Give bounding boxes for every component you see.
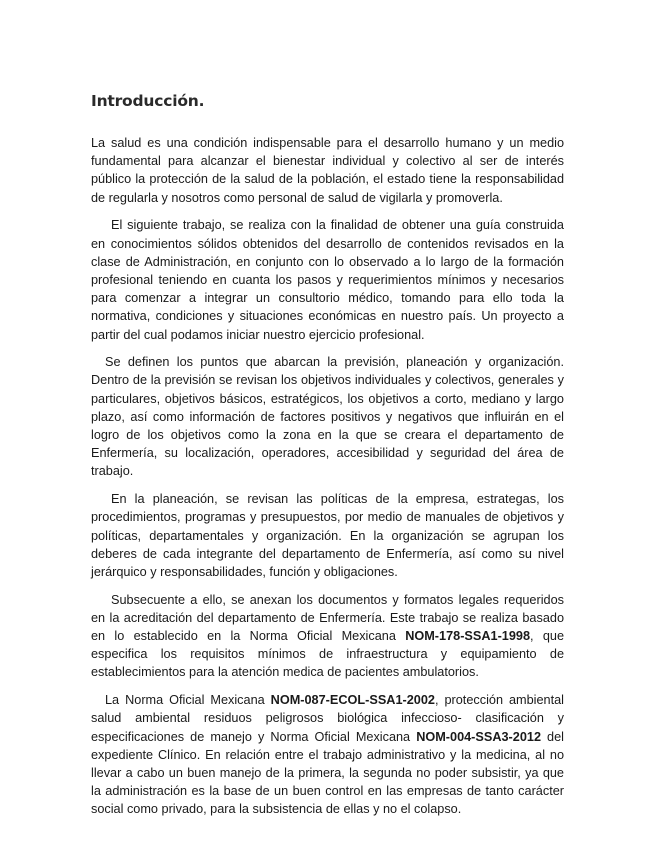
paragraph-5-text-b: , que especifica los requisitos mínimos de infraestructura y equipamiento de establecimientos para la atención medica de pacientes ambulatorios. <box>91 629 565 680</box>
paragraph-5-text-a: Subsecuente a ello, se anexan los documentos y formatos legales requeridos en la acreditación del departamento de Enfermería. Este trabajo se realiza basado en lo establecido en la Norma Oficial Mexicana <box>91 592 564 644</box>
paragraph-3-text: Se definen los puntos que abarcan la previsión, planeación y organización. Dentro de la previsión se revisan los objetivos individuales y colectivos, generales y particulares, objetivos básicos, estratégicos, los objetivos a corto, mediano y largo plazo, así como información de factores positivos y negativos que influirán en el logro de los objetivos como la zona en la que se creara el departamento de Enfermería, su localización, operadores, accesibilidad y seguridad del área de trabajo. <box>91 355 564 479</box>
norm-reference-nom-178: NOM-178-SSA1-1998 <box>405 629 531 644</box>
paragraph-3 <box>91 353 564 480</box>
paragraph-6-text-b: , protección ambiental salud ambiental residuos peligrosos biológica infeccioso- clasificación y especificaciones de manejo y Norma Oficial Mexicana <box>91 693 564 744</box>
document-body <box>91 134 564 828</box>
norm-reference-nom-087: NOM-087-ECOL-SSA1-2002 <box>270 693 435 708</box>
paragraph-6-text-a: La Norma Oficial Mexicana <box>105 693 271 708</box>
paragraph-5 <box>91 591 564 682</box>
paragraph-6-text-c: del expediente Clínico. En relación entre el trabajo administrativo y la medicina, al no llevar a cabo un buen manejo de la primera, la segunda no poder subsistir, ya que la administración es la base de un buen control en las empresas de tanto carácter social como privado, para la subsistencia de ellas y no el colapso. <box>91 729 564 817</box>
paragraph-4-text: En la planeación, se revisan las políticas de la empresa, estrategas, los procedimientos, programas y presupuestos, por medio de manuales de objetivos y políticas, departamentales y organización. En la organización se agrupan los deberes de cada integrante del departamento de Enfermería, así como su nivel jerárquico y responsabilidades, función y obligaciones. <box>91 492 564 579</box>
paragraph-2 <box>91 216 564 343</box>
paragraph-6 <box>91 691 564 818</box>
paragraph-2-text: El siguiente trabajo, se realiza con la finalidad de obtener una guía construida en conocimientos sólidos obtenidos del desarrollo de contenidos revisados en la clase de Administración, en conjunto con lo observado a lo largo de la formación profesional teniendo en cuanta los pasos y requerimientos mínimos y necesarios para comenzar a integrar un consultorio médico, tomando para ello toda la normativa, condiciones y situaciones económicas en nuestro país. Un proyecto a partir del cual podamos iniciar nuestro ejercicio profesional. <box>91 218 564 342</box>
norm-reference-nom-004: NOM-004-SSA3-2012 <box>416 729 541 744</box>
paragraph-1 <box>91 134 564 207</box>
paragraph-1-text: La salud es una condición indispensable para el desarrollo humano y un medio fundamental para alcanzar el bienestar individual y colectivo al ser de interés público la protección de la salud de la población, el estado tiene la responsabilidad de regularla y nosotros como personal de salud de vigilarla y promoverla. <box>91 136 564 205</box>
paragraph-4 <box>91 490 564 581</box>
page-title: Introducción. <box>91 92 205 110</box>
